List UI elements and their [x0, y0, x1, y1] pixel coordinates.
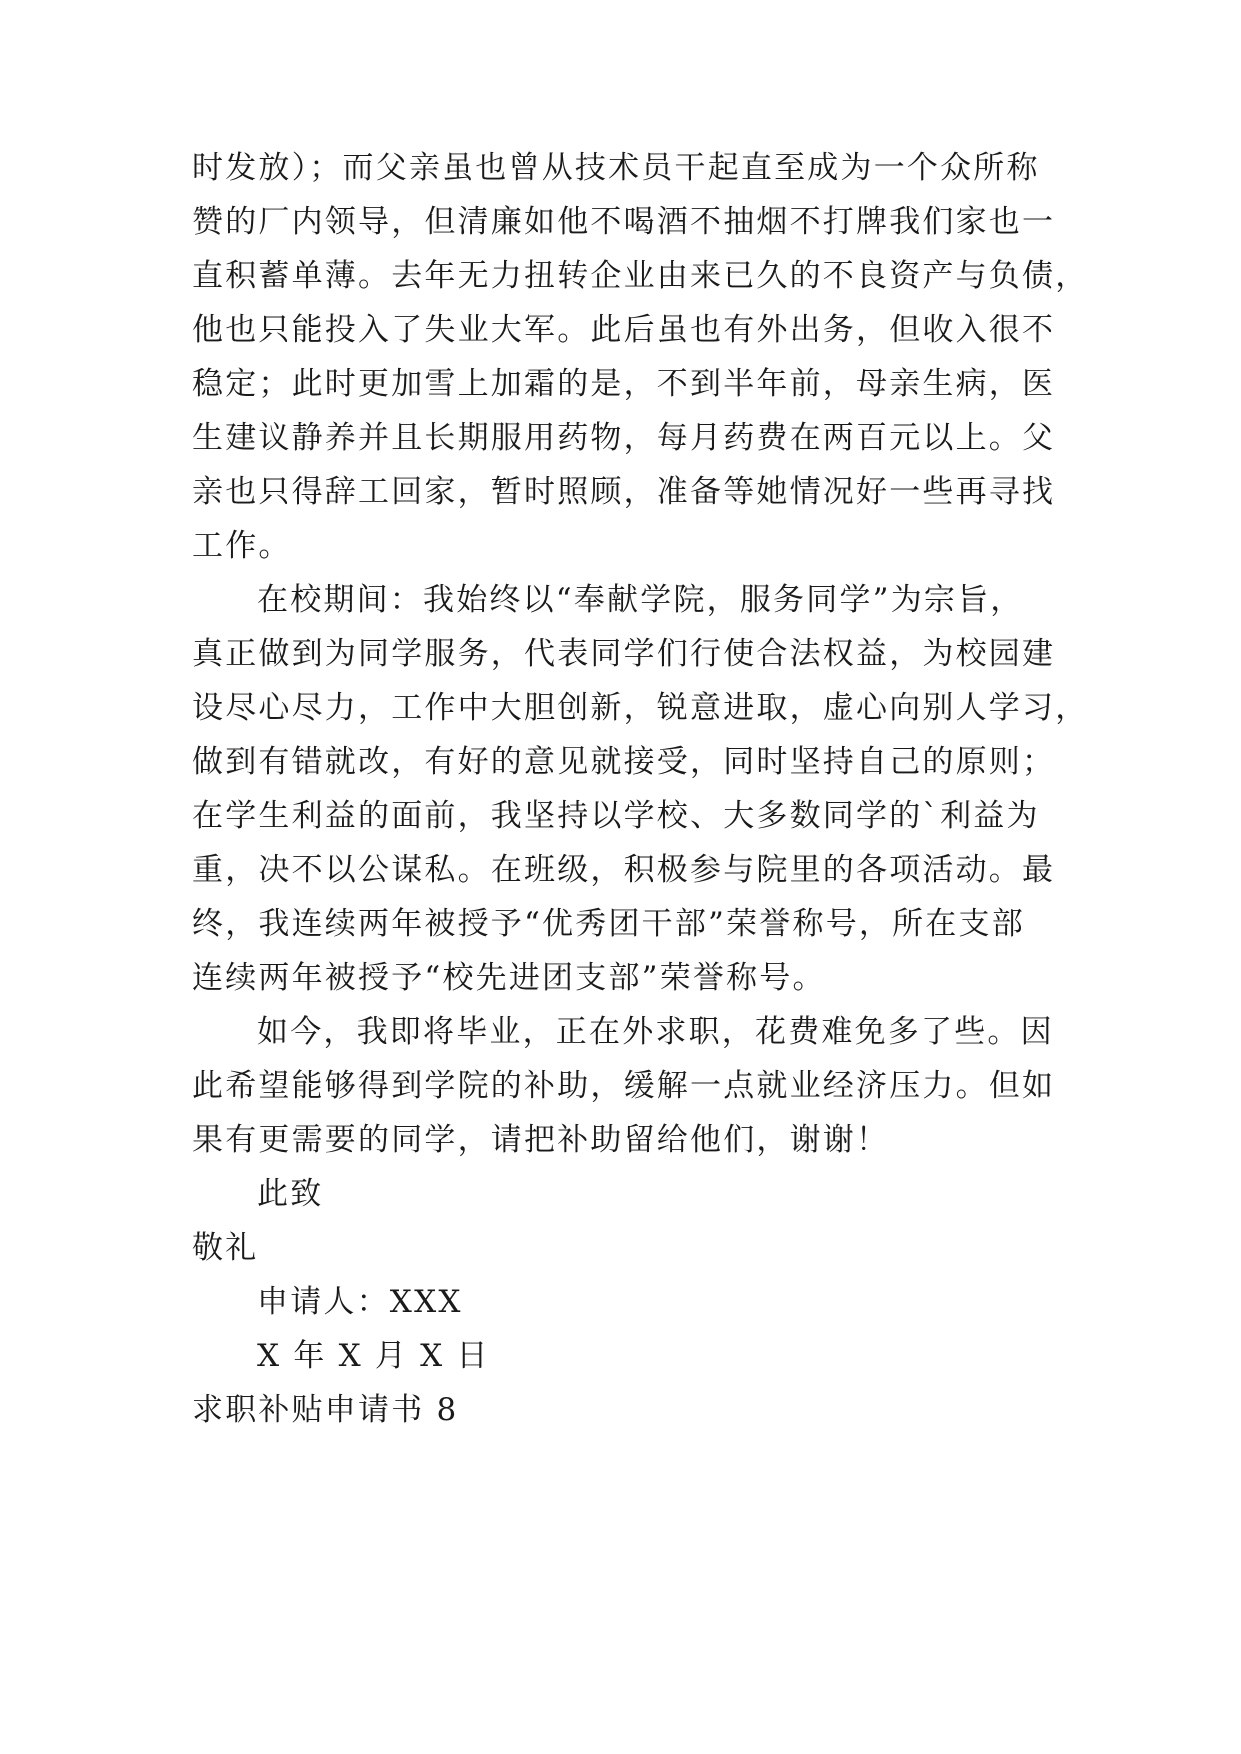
paragraph-request-line-1: 如今，我即将毕业，正在外求职，花费难免多了些。因: [257, 1014, 1054, 1050]
paragraph-request-line-2: 此希望能够得到学院的补助，缓解一点就业经济压力。但如: [192, 1068, 1056, 1104]
body-line-3: 直积蓄单薄。去年无力扭转企业由来已久的不良资产与负债，: [192, 258, 1089, 294]
body-line-8: 工作。: [192, 528, 292, 564]
body-line-7: 亲也只得辞工回家，暂时照顾，准备等她情况好一些再寻找: [192, 474, 1056, 510]
paragraph-school-line-6: 重，决不以公谋私。在班级，积极参与院里的各项活动。最: [192, 852, 1056, 888]
body-line-5: 稳定；此时更加雪上加霜的是，不到半年前，母亲生病，医: [192, 366, 1056, 402]
body-line-1: 时发放）；而父亲虽也曾从技术员干起直至成为一个众所称: [192, 150, 1040, 186]
closing-cizhi: 此致: [257, 1176, 324, 1212]
body-line-6: 生建议静养并且长期服用药物，每月药费在两百元以上。父: [192, 420, 1056, 456]
paragraph-school-line-2: 真正做到为同学服务，代表同学们行使合法权益，为校园建: [192, 636, 1056, 672]
application-date: X 年 X 月 X 日: [257, 1338, 490, 1374]
body-line-4: 他也只能投入了失业大军。此后虽也有外出务，但收入很不: [192, 312, 1056, 348]
paragraph-school-line-1: 在校期间：我始终以“奉献学院，服务同学”为宗旨，: [257, 582, 1024, 618]
paragraph-school-line-5: 在学生利益的面前，我坚持以学校、大多数同学的`利益为: [192, 798, 1040, 834]
applicant-signature: 申请人：XXX: [257, 1284, 463, 1320]
paragraph-school-line-3: 设尽心尽力，工作中大胆创新，锐意进取，虚心向别人学习，: [192, 690, 1089, 726]
next-section-title: 求职补贴申请书 8: [192, 1392, 459, 1428]
body-line-2: 赞的厂内领导，但清廉如他不喝酒不抽烟不打牌我们家也一: [192, 204, 1056, 240]
paragraph-school-line-8: 连续两年被授予“校先进团支部”荣誉称号。: [192, 960, 826, 996]
paragraph-request-line-3: 果有更需要的同学，请把补助留给他们，谢谢！: [192, 1122, 890, 1158]
paragraph-school-line-4: 做到有错就改，有好的意见就接受，同时坚持自己的原则；: [192, 744, 1056, 780]
paragraph-school-line-7: 终，我连续两年被授予“优秀团干部”荣誉称号，所在支部: [192, 906, 1025, 942]
closing-jingli: 敬礼: [192, 1230, 259, 1266]
